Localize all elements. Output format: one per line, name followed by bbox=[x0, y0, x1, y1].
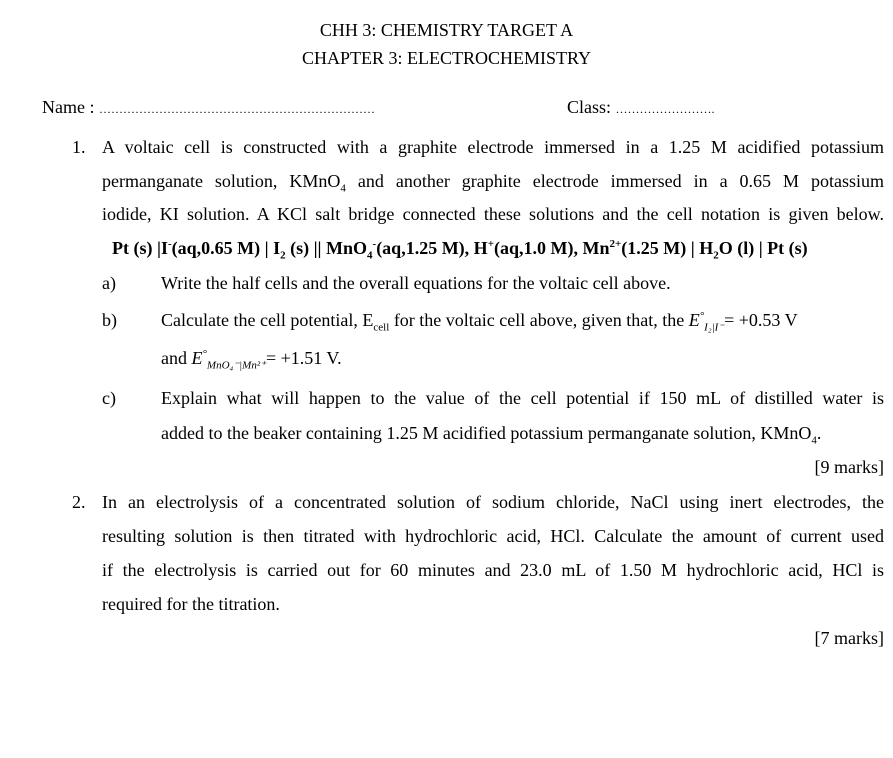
name-dots: …………………………………………………………… bbox=[98, 102, 375, 116]
t: cell bbox=[373, 321, 390, 334]
t: E bbox=[191, 348, 203, 368]
q1-line3: iodide, KI solution. A KCl salt bridge connected these solutions and the cell notation is given below. bbox=[102, 204, 884, 224]
t: - bbox=[167, 238, 172, 250]
t: (s) || MnO bbox=[285, 238, 368, 258]
q2-line4: required for the titration. bbox=[102, 594, 280, 614]
t: 2 bbox=[280, 249, 286, 262]
t: for the voltaic cell above, given that, the bbox=[389, 310, 689, 330]
q2-marks: [7 marks] bbox=[814, 628, 884, 648]
t: ° bbox=[202, 348, 207, 360]
t: added to the beaker containing 1.25 M acidified potassium permanganate solution, KMnO bbox=[161, 423, 812, 443]
t: = +0.53 V bbox=[724, 310, 798, 330]
t: ° bbox=[699, 310, 705, 322]
t: 4 bbox=[367, 249, 373, 262]
t: 4 bbox=[811, 434, 817, 447]
q1-line1: A voltaic cell is constructed with a graphite electrode immersed in a 1.25 M acidified potassium bbox=[102, 137, 884, 157]
t: 2 bbox=[713, 249, 719, 262]
t: and bbox=[161, 348, 192, 368]
t: (aq,1.0 M), Mn bbox=[493, 238, 610, 258]
q1-marks: [9 marks] bbox=[814, 457, 884, 477]
q1b-line2 bbox=[161, 348, 342, 372]
text: permanganate solution, KMnO bbox=[102, 171, 341, 191]
q1c-label: c) bbox=[102, 388, 116, 408]
t: . bbox=[816, 423, 822, 443]
t: (aq,1.25 M), H bbox=[376, 238, 488, 258]
q1b-label: b) bbox=[102, 310, 117, 330]
q1b-line1 bbox=[161, 310, 798, 334]
q1c-line2 bbox=[161, 423, 822, 447]
t: (1.25 M) | H bbox=[621, 238, 714, 258]
q1c-line1: Explain what will happen to the value of the cell potential if 150 mL of distilled water is bbox=[161, 388, 884, 408]
q2-line3: if the electrolysis is carried out for 60 minutes and 23.0 mL of 1.50 M hydrochloric acid, HCl is bbox=[102, 560, 884, 580]
q2-number: 2. bbox=[72, 492, 86, 512]
t: I₂|I⁻ bbox=[704, 321, 725, 334]
class-field[interactable] bbox=[567, 97, 715, 119]
class-dots: ……………………. bbox=[615, 102, 715, 116]
name-label: Name : bbox=[42, 97, 99, 117]
t: Pt (s) |I bbox=[112, 238, 168, 258]
q1a-text: Write the half cells and the overall equations for the voltaic cell above. bbox=[161, 273, 671, 293]
t: - bbox=[372, 238, 377, 250]
t: + bbox=[487, 238, 494, 250]
q2-line1: In an electrolysis of a concentrated solution of sodium chloride, NaCl using inert electrodes, the bbox=[102, 492, 884, 512]
class-label: Class: bbox=[567, 97, 616, 117]
text: and another graphite electrode immersed in a 0.65 M potassium bbox=[345, 171, 885, 191]
e-standard-iodine bbox=[688, 310, 725, 334]
q1-line2 bbox=[102, 171, 885, 195]
subscript: 4 bbox=[340, 182, 346, 195]
name-field[interactable] bbox=[42, 97, 375, 119]
q1-number: 1. bbox=[72, 137, 86, 157]
q2-line2: resulting solution is then titrated with hydrochloric acid, HCl. Calculate the amount of current used bbox=[102, 526, 884, 546]
t: (aq,0.65 M) | I bbox=[171, 238, 281, 258]
t: Calculate the cell potential, E bbox=[161, 310, 374, 330]
t: MnO₄⁻|Mn²⁺ bbox=[206, 359, 266, 372]
q1a-label: a) bbox=[102, 273, 116, 293]
t: 2+ bbox=[609, 238, 622, 250]
e-standard-permanganate bbox=[191, 348, 266, 372]
cell-notation bbox=[112, 238, 808, 262]
t: E bbox=[688, 310, 700, 330]
title-course: CHH 3: CHEMISTRY TARGET A bbox=[319, 20, 574, 40]
t: = +1.51 V. bbox=[265, 348, 342, 368]
title-chapter: CHAPTER 3: ELECTROCHEMISTRY bbox=[301, 48, 592, 68]
t: O (l) | Pt (s) bbox=[718, 238, 808, 258]
